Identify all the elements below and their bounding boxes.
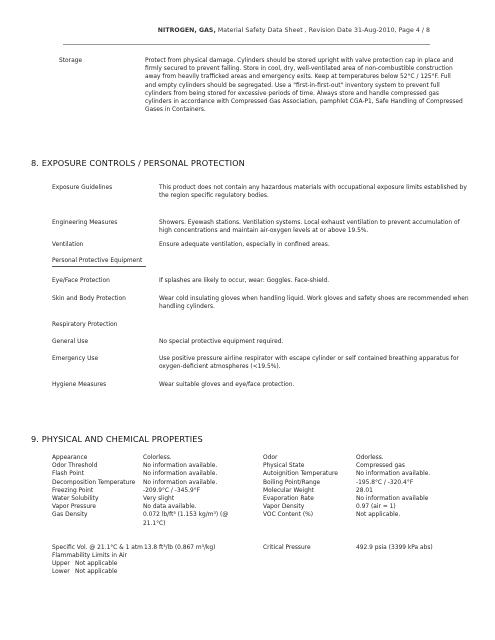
property-label: Boiling Point/Range <box>263 479 321 486</box>
ppe-subtitle: Personal Protective Equipment <box>52 258 143 264</box>
property-value: Odorless. <box>356 455 384 461</box>
property-value: 0.97 (air = 1) <box>356 504 396 511</box>
property-value: No information available. <box>356 471 431 478</box>
storage-text: Protect from physical damage. Cylinders should be stored upright with valve protection cap in place and firmly secured to prevent falling. Store in cool, dry, well-ventilated area of non-combustible construction away from heavily trafficked areas and emergency exits. Keep at temperatures below 52°C / 125°F. Full and empty cylinders should be segregated. Use a "first-in-first-out" inventory system to prevent full cylinders from being stored for excessive periods of time. Always store and handle compressed gas cylinders in accordance with Compressed Gas Association, pamphlet CGA-P1, Safe Handling of Compressed Gases in Containers. <box>145 58 463 114</box>
property-value: No information available. <box>143 471 218 478</box>
skin-text: Wear cold insulating gloves when handling liquid. Work gloves and safety shoes are recommended when handling cylinders. <box>159 296 469 311</box>
property-label: Gas Density <box>52 512 88 519</box>
property-label: Appearance <box>52 455 88 461</box>
property-label: VOC Content (%) <box>263 512 314 519</box>
property-value: 0.072 lb/ft³ (1.153 kg/m³) (@ <box>143 512 229 519</box>
property-label: Odor <box>263 455 278 461</box>
engineering-text: Showers. Eyewash stations. Ventilation systems. Local exhaust ventilation to prevent accumulation of high concentrations and maintain air-oxygen levels at or above 19.5%. <box>159 220 460 235</box>
property-label: Autoignition Temperature <box>263 471 338 478</box>
general-use-label: General Use <box>52 339 89 345</box>
property-value: 21.1°C) <box>143 520 166 527</box>
critical-pressure-label: Critical Pressure <box>263 545 311 551</box>
property-value: Colorless. <box>143 455 172 461</box>
property-value: Compressed gas <box>356 463 405 470</box>
property-label: Odor Threshold <box>52 463 98 470</box>
property-label: Flash Point <box>52 471 84 478</box>
emergency-use-text: Use positive pressure airline respirator with escape cylinder or self contained breathing apparatus for oxygen-deficient atmospheres (<19.5%). <box>159 356 459 371</box>
section-8-title: 8. EXPOSURE CONTROLS / PERSONAL PROTECTION <box>31 158 245 168</box>
ventilation-text: Ensure adequate ventilation, especially in confined areas. <box>159 242 330 248</box>
header-revision: Revision Date 31-Aug-2010, <box>308 27 397 34</box>
lower-limit-value: Not applicable <box>75 569 118 575</box>
skin-label: Skin and Body Protection <box>52 296 126 302</box>
header-doc-type: Material Safety Data Sheet , <box>217 27 307 34</box>
hygiene-text: Wear suitable gloves and eye/face protection. <box>159 382 295 388</box>
lower-limit-label: Lower <box>52 569 70 575</box>
engineering-label: Engineering Measures <box>52 220 118 226</box>
property-value: No information available. <box>143 479 218 486</box>
property-label: Vapor Density <box>263 504 305 511</box>
upper-limit-value: Not applicable <box>75 561 118 567</box>
property-value: No data available. <box>143 504 197 511</box>
eye-label: Eye/Face Protection <box>52 278 110 284</box>
upper-limit-label: Upper <box>52 561 70 567</box>
property-value: Not applicable. <box>356 512 401 519</box>
property-label: Molecular Weight <box>263 487 314 494</box>
property-value: -195.8°C / -320.4°F <box>356 479 414 486</box>
respiratory-label: Respiratory Protection <box>52 322 118 328</box>
specific-volume-label: Specific Vol. @ 21.1°C & 1 atm <box>52 545 143 551</box>
property-value: Very slight <box>143 496 175 502</box>
property-value: -209.9°C / -345.9°F <box>143 487 201 494</box>
ppe-subtitle-underline <box>52 266 146 267</box>
property-label: Water Solubility <box>52 496 99 502</box>
ventilation-label: Ventilation <box>52 242 84 248</box>
section-9-title: 9. PHYSICAL AND CHEMICAL PROPERTIES <box>31 434 203 444</box>
exposure-text: This product does not contain any hazardous materials with occupational exposure limits established by the region specific regulatory bodies. <box>159 185 467 200</box>
eye-text: If splashes are likely to occur, wear: Goggles. Face-shield. <box>159 278 330 284</box>
exposure-label: Exposure Guidelines <box>52 185 113 191</box>
header-product: NITROGEN, GAS, <box>157 27 216 34</box>
hygiene-label: Hygiene Measures <box>52 382 107 388</box>
header-divider <box>63 44 430 45</box>
property-label: Physical State <box>263 463 305 470</box>
storage-label: Storage <box>59 58 83 64</box>
emergency-use-label: Emergency Use <box>52 356 99 362</box>
property-value: No information available <box>356 496 429 502</box>
specific-volume-value: 13.8 ft³/lb (0.867 m³/kg) <box>144 545 216 551</box>
general-use-text: No special protective equipment required. <box>159 339 284 345</box>
flammability-title-text: Flammability Limits in Air <box>52 553 127 559</box>
page-header <box>0 27 430 34</box>
property-label: Decomposition Temperature <box>52 479 136 486</box>
property-label: Evaporation Rate <box>263 496 314 502</box>
property-value: No information available. <box>143 463 218 470</box>
header-page-number: Page 4 / 8 <box>398 27 430 34</box>
property-label: Vapor Pressure <box>52 504 96 511</box>
property-value: 28.01 <box>356 487 373 494</box>
property-label: Freezing Point <box>52 487 94 494</box>
critical-pressure-value: 492.9 psia (3399 kPa abs) <box>356 545 433 551</box>
